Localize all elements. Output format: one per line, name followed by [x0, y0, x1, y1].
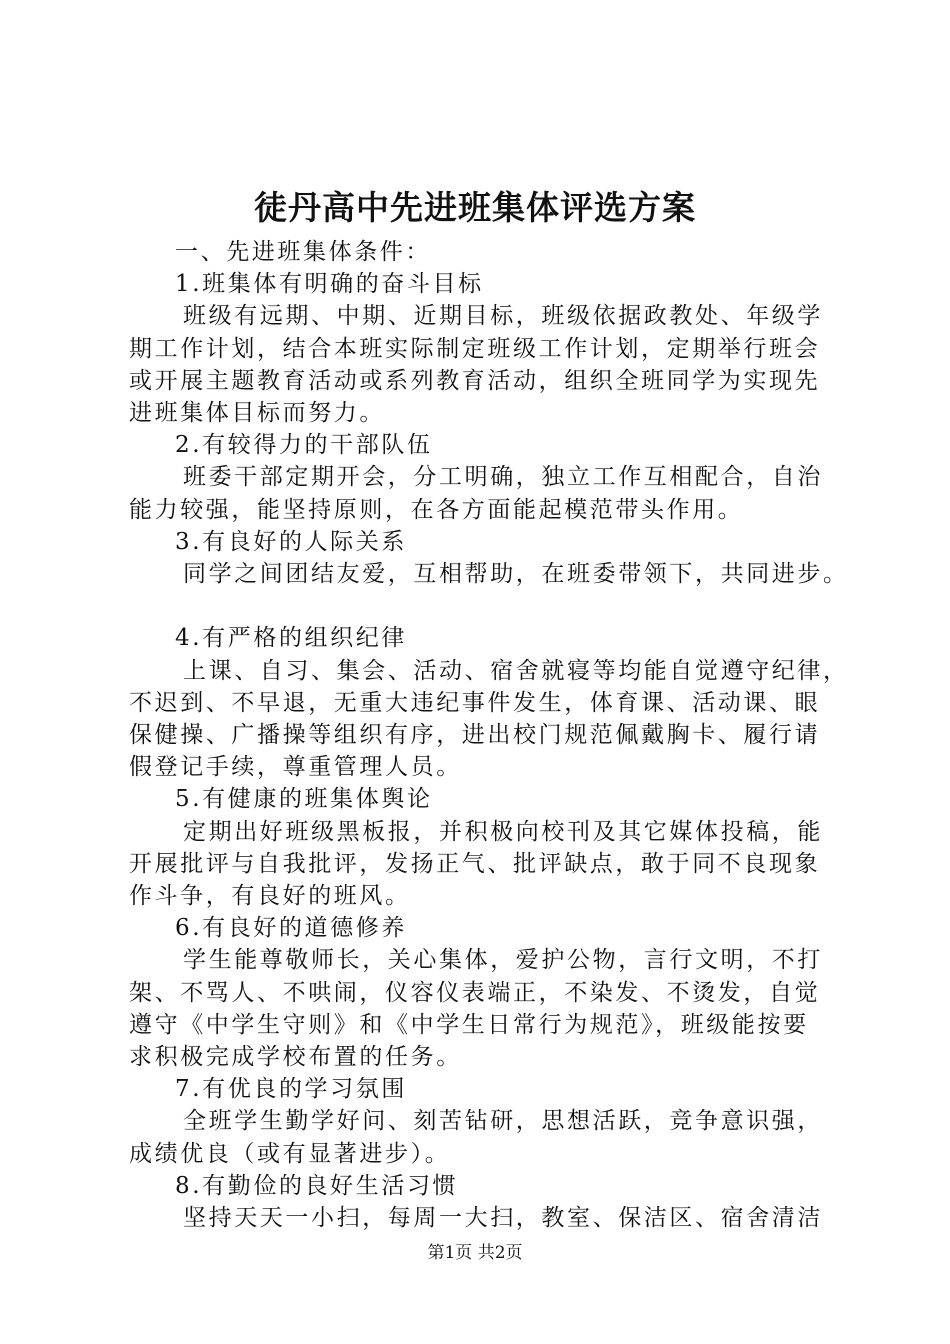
item-heading: 8.有勤俭的良好生活习惯 [175, 1172, 459, 1199]
paragraph-line: 求积极完成学校布置的任务。 [129, 1044, 462, 1071]
item-heading: 6.有良好的道德修养 [175, 915, 407, 942]
paragraph-line: 进班集体目标而努力。 [129, 400, 385, 427]
paragraph-line: 假登记手续，尊重管理人员。 [129, 754, 462, 781]
paragraph-line: 成绩优良（或有显著进步）。 [129, 1140, 451, 1167]
paragraph-line: 不迟到、不早退，无重大违纪事件发生，体育课、活动课、眼 [129, 689, 821, 716]
item-heading: 4.有严格的组织纪律 [175, 625, 407, 652]
paragraph-line: 或开展主题教育活动或系列教育活动，组织全班同学为实现先 [129, 367, 821, 394]
paragraph-line: 坚持天天一小扫，每周一大扫，教室、保洁区、宿舍清洁 [183, 1205, 823, 1232]
document-title: 徒丹高中先进班集体评选方案 [254, 188, 696, 227]
paragraph-line: 遵守《中学生守则》和《中学生日常行为规范》，班级能按要 [129, 1011, 809, 1038]
item-heading: 5.有健康的班集体舆论 [175, 786, 433, 813]
paragraph-line: 全班学生勤学好问、刻苦钻研，思想活跃，竞争意识强， [183, 1108, 823, 1135]
paragraph-line: 作斗争，有良好的班风。 [129, 883, 411, 910]
paragraph-line: 同学之间团结友爱，互相帮助，在班委带领下，共同进步。 [183, 561, 849, 588]
page-footer: 第1页 共2页 [427, 1243, 523, 1263]
item-heading: 1.班集体有明确的奋斗目标 [175, 271, 484, 298]
blank-line [129, 590, 841, 622]
paragraph-line: 期工作计划，结合本班实际制定班级工作计划，定期举行班会 [129, 335, 821, 362]
paragraph-line: 上课、自习、集会、活动、宿舍就寝等均能自觉遵守纪律， [183, 657, 849, 684]
paragraph-line: 架、不骂人、不哄闹，仪容仪表端正，不染发、不烫发，自觉 [129, 979, 821, 1006]
paragraph-line: 班委干部定期开会，分工明确，独立工作互相配合，自治 [183, 464, 823, 491]
item-heading: 7.有优良的学习氛围 [175, 1076, 407, 1103]
paragraph-line: 开展批评与自我批评，发扬正气、批评缺点，敢于同不良现象 [129, 850, 821, 877]
section-heading: 一、先进班集体条件： [175, 239, 431, 265]
paragraph-line: 保健操、广播操等组织有序，进出校门规范佩戴胸卡、履行请 [129, 722, 821, 749]
document-body [129, 236, 849, 1234]
paragraph-line: 定期出好班级黑板报，并积极向校刊及其它媒体投稿，能 [183, 818, 823, 845]
paragraph-line: 班级有远期、中期、近期目标，班级依据政教处、年级学 [183, 303, 823, 330]
paragraph-line: 学生能尊敬师长，关心集体，爱护公物，言行文明，不打 [183, 947, 823, 974]
paragraph-line: 能力较强，能坚持原则，在各方面能起模范带头作用。 [129, 496, 744, 523]
item-heading: 2.有较得力的干部队伍 [175, 432, 433, 459]
item-heading: 3.有良好的人际关系 [175, 528, 407, 555]
